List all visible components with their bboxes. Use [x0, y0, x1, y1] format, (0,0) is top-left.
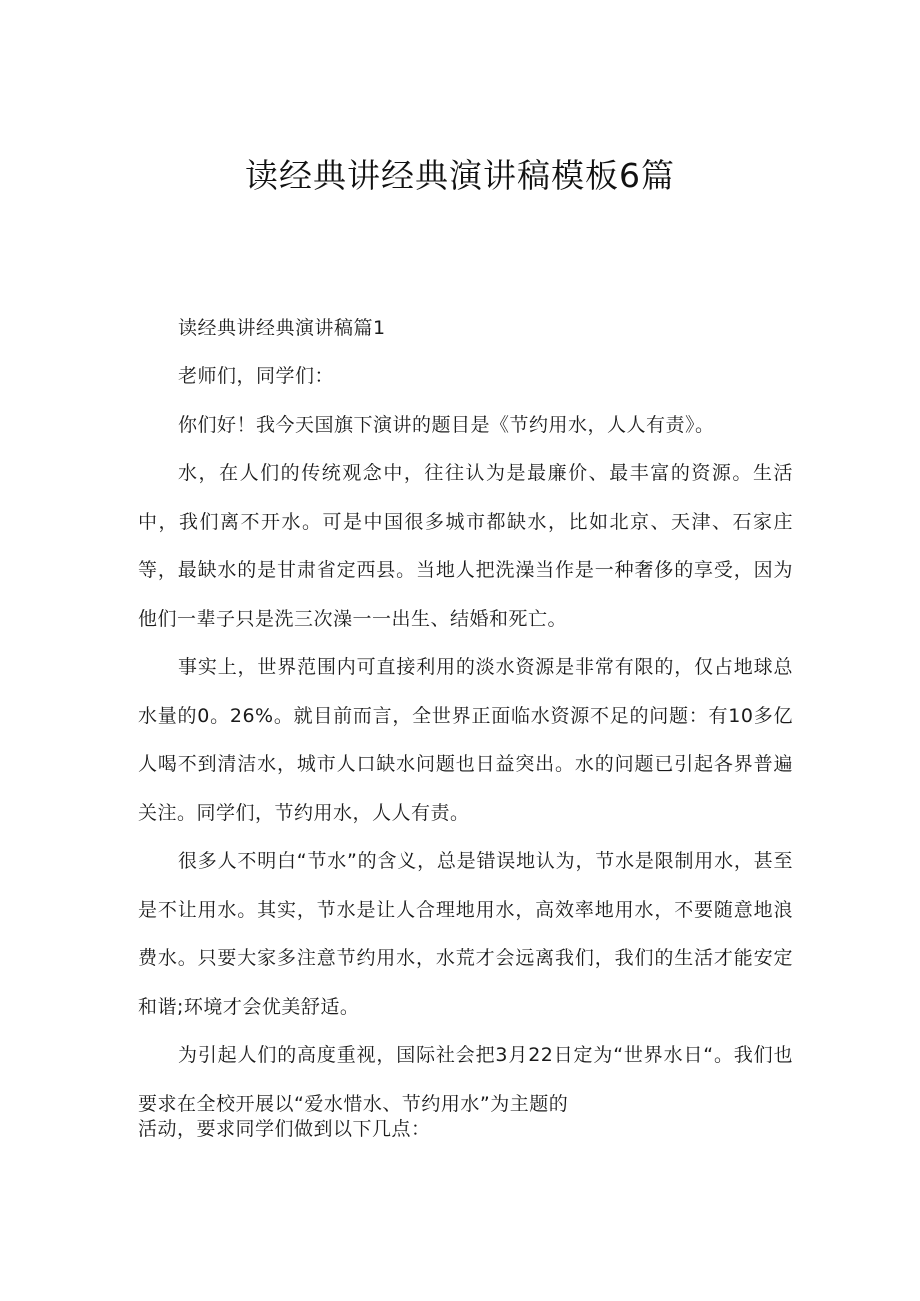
document-body — [138, 352, 793, 1128]
paragraph-water-value: 水，在人们的传统观念中，往往认为是最廉价、最丰富的资源。生活中，我们离不开水。可是中国很多城市都缺水，比如北京、天津、石家庄等，最缺水的是甘肃省定西县。当地人把洗澡当作是一种奢侈的享受，因为他们一辈子只是洗三次澡一一出生、结婚和死亡。 — [138, 462, 793, 630]
paragraph-saving-meaning: 很多人不明白“节水”的含义，总是错误地认为，节水是限制用水，甚至是不让用水。其实，节水是让人合理地用水，高效率地用水，不要随意地浪费水。只要大家多注意节约用水，水荒才会远离我们，我们的生活才能安定和谐;环境才会优美舒适。 — [138, 850, 793, 1018]
paragraph-greeting: 你们好！我今天国旗下演讲的题目是《节约用水，人人有责》。 — [178, 413, 715, 436]
paragraph-world-water-day: 为引起人们的高度重视，国际社会把3月22日定为“世界水日“。我们也要求在全校开展以“爱水惜水、节约用水”为主题的 — [138, 1044, 793, 1115]
paragraph-water-facts: 事实上，世界范围内可直接利用的淡水资源是非常有限的，仅占地球总水量的0。26%。就目前而言，全世界正面临水资源不足的问题：有10多亿人喝不到清洁水，城市人口缺水问题也日益突出。水的问题已引起各界普遍关注。同学们，节约用水，人人有责。 — [138, 656, 793, 824]
section-heading: 读经典讲经典演讲稿篇1 — [178, 317, 386, 339]
paragraph-salutation: 老师们，同学们： — [178, 365, 335, 387]
document-title: 读经典讲经典演讲稿模板6篇 — [245, 156, 675, 195]
paragraph-tail-line: 活动，要求同学们做到以下几点： — [138, 1118, 431, 1140]
section-heading-block — [138, 304, 793, 353]
